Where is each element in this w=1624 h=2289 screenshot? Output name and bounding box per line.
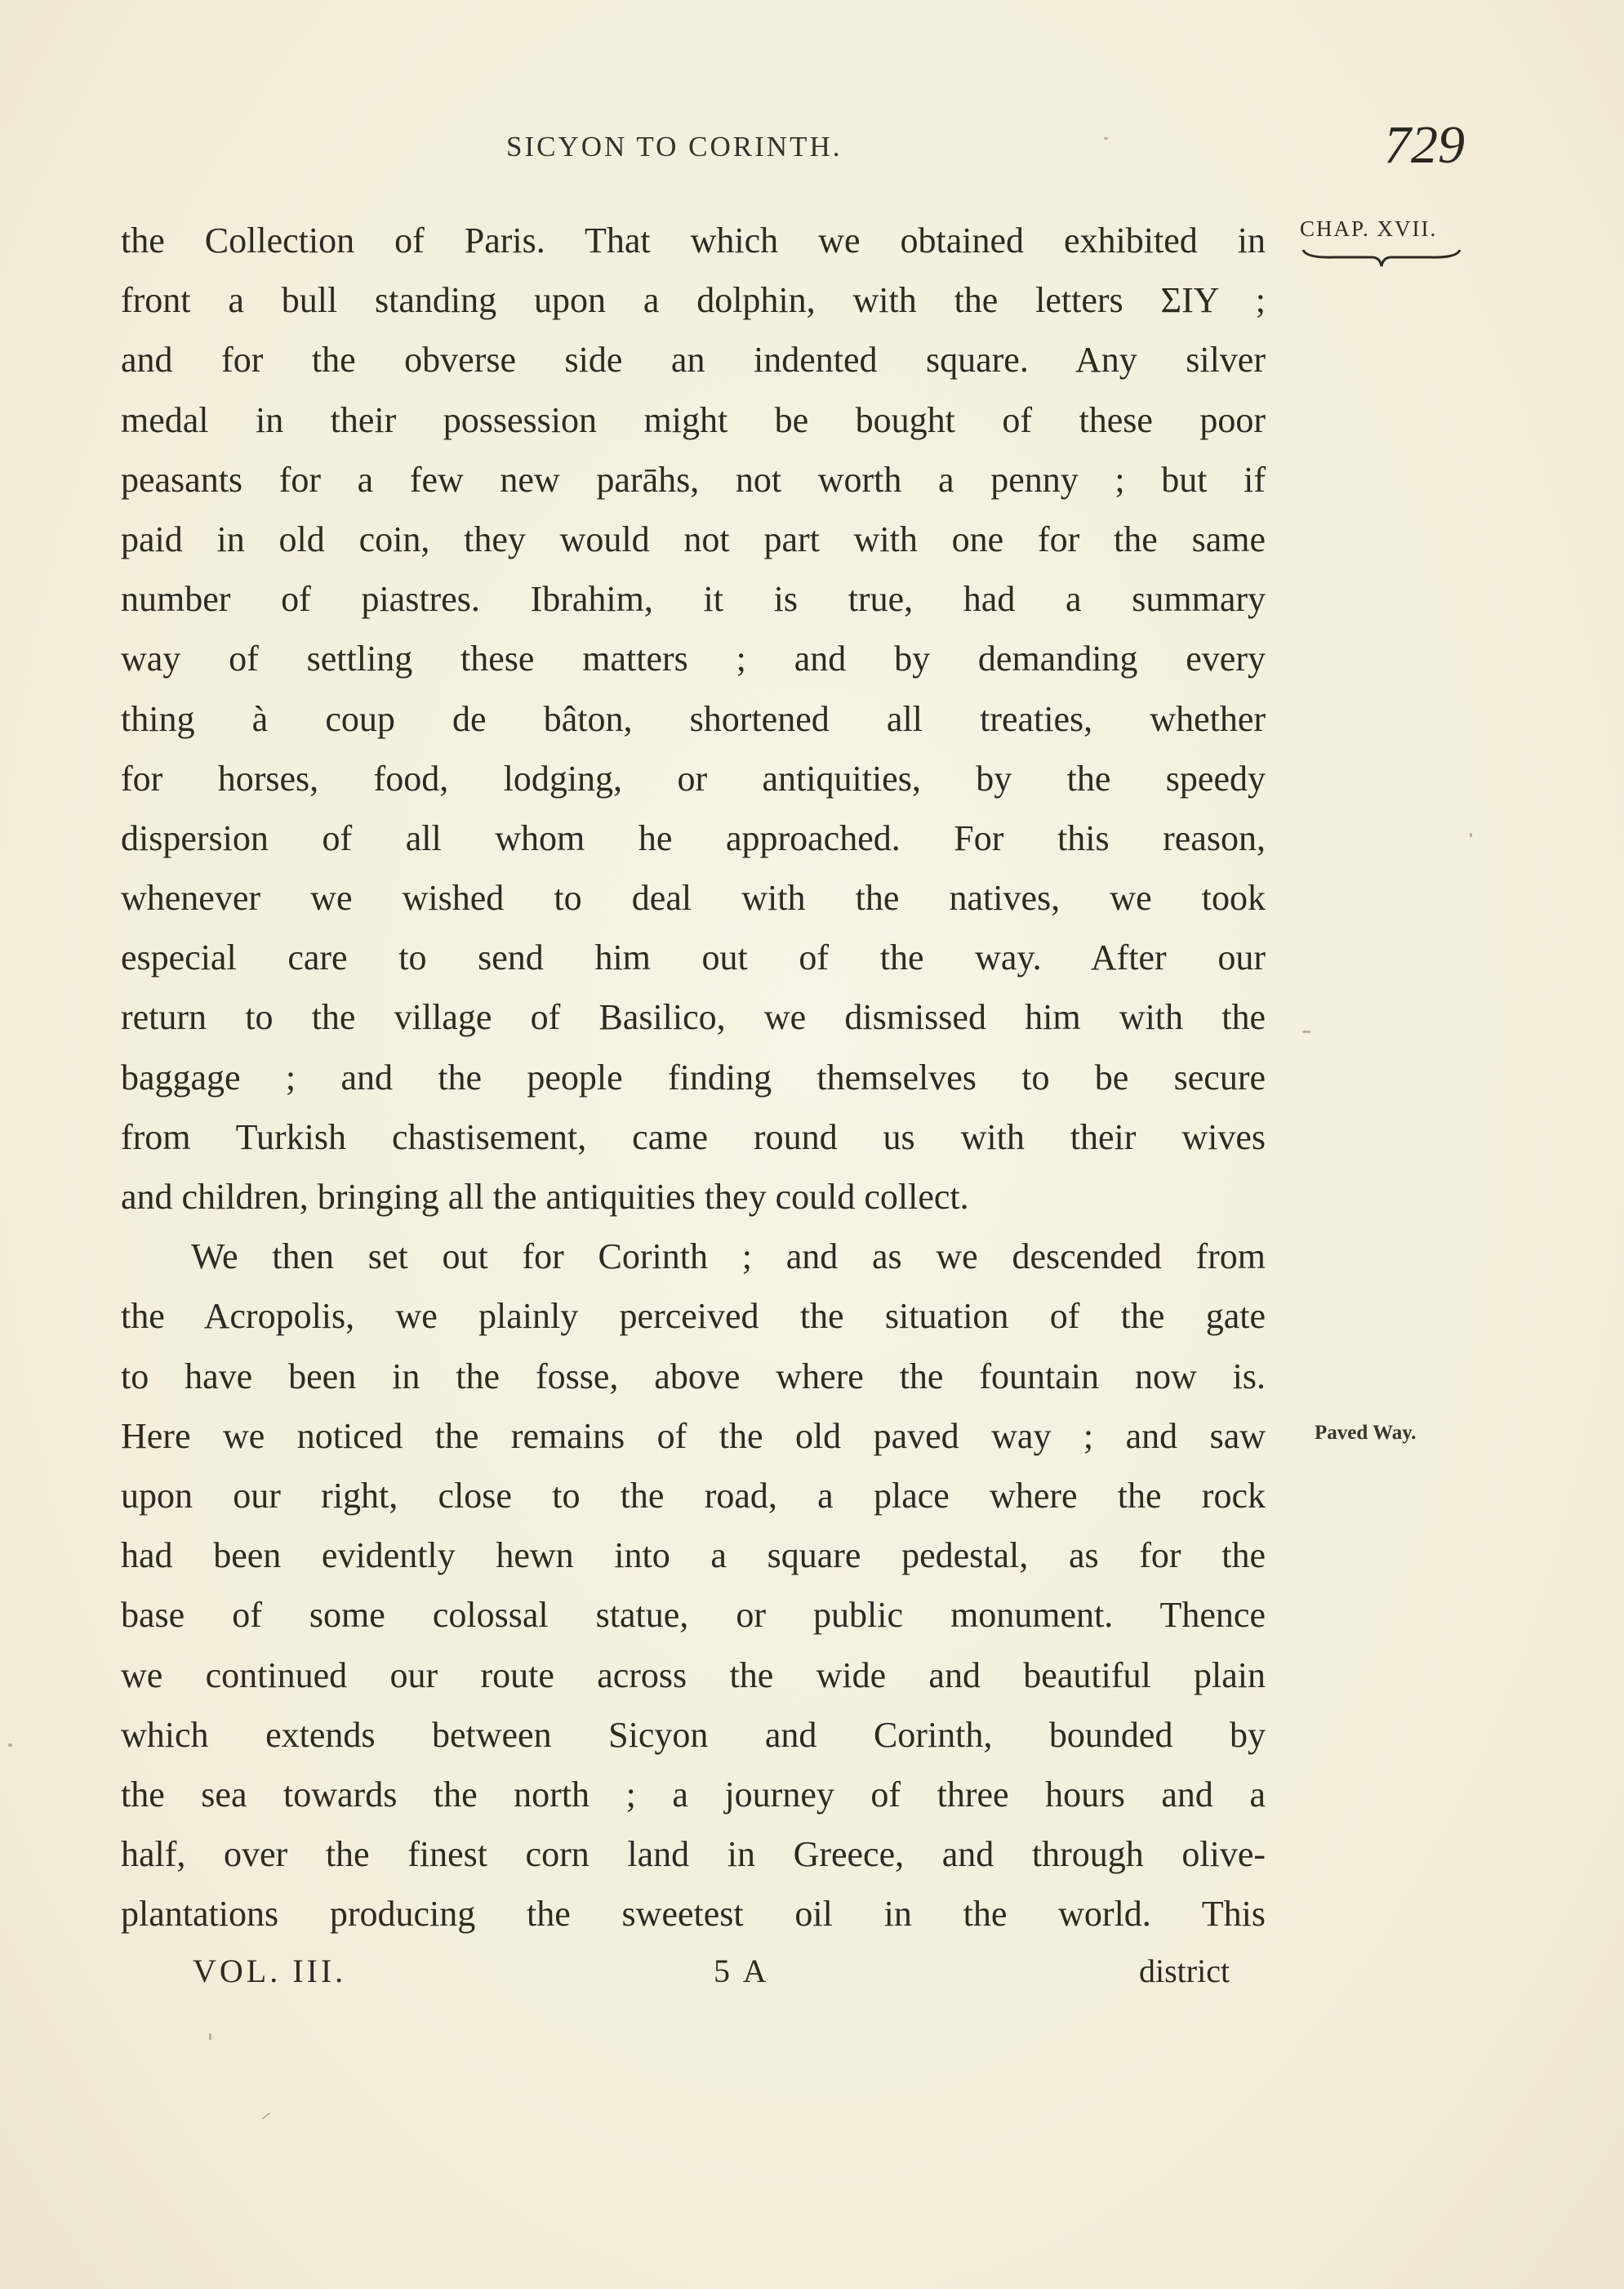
- text-line: the Acropolis, we plainly perceived the situation of the gate: [121, 1296, 1266, 1337]
- text-line: from Turkish chastisement, came round us with their wives: [121, 1116, 1266, 1157]
- text-line: upon our right, close to the road, a place where the rock: [121, 1475, 1266, 1516]
- footer-signature-mark: 5 A: [714, 1953, 770, 1989]
- text-line: plantations producing the sweetest oil in the world. This: [121, 1894, 1266, 1935]
- paper-speck: [1470, 833, 1472, 837]
- paper-speck: [8, 1743, 12, 1747]
- text-line: return to the village of Basilico, we dismissed him with the: [121, 997, 1266, 1038]
- chapter-label: CHAP. XVII.: [1300, 216, 1438, 241]
- text-line: the sea towards the north ; a journey of three hours and a: [121, 1774, 1266, 1815]
- text-line: which extends between Sicyon and Corinth, bounded by: [121, 1714, 1266, 1755]
- text-line: thing à coup de bâton, shortened all treaties, whether: [121, 698, 1266, 739]
- text-line: number of piastres. Ibrahim, it is true, had a summary: [121, 579, 1266, 620]
- text-line: dispersion of all whom he approached. For this reason,: [121, 817, 1266, 858]
- text-line: We then set out for Corinth ; and as we descended from: [191, 1236, 1266, 1277]
- text-line: we continued our route across the wide and beautiful plain: [121, 1654, 1266, 1695]
- text-line: way of settling these matters ; and by demanding every: [121, 639, 1266, 679]
- text-line: to have been in the fosse, above where the fountain now is.: [121, 1356, 1266, 1396]
- paper-speck: [1302, 1031, 1310, 1033]
- text-line: half, over the finest corn land in Greece, and through olive-: [121, 1834, 1266, 1875]
- text-line: and children, bringing all the antiquities they could collect.: [121, 1177, 969, 1217]
- paper-speck: [209, 2033, 211, 2040]
- footer-catchword: district: [1139, 1953, 1230, 1989]
- text-line: for horses, food, lodging, or antiquities, by the speedy: [121, 758, 1266, 799]
- text-line: baggage ; and the people finding themselves to be secure: [121, 1057, 1266, 1098]
- running-title: SICYON TO CORINTH.: [506, 131, 843, 163]
- text-line: base of some colossal statue, or public monument. Thence: [121, 1595, 1266, 1636]
- text-line: Here we noticed the remains of the old paved way ; and saw: [121, 1415, 1266, 1456]
- text-line: whenever we wished to deal with the natives, we took: [121, 878, 1266, 919]
- margin-note-paved-way: Paved Way.: [1315, 1422, 1417, 1444]
- page-number: 729: [1384, 115, 1465, 175]
- paper-speck: [1104, 137, 1108, 140]
- chapter-brace-ornament: [1300, 245, 1463, 269]
- footer-volume: VOL. III.: [193, 1953, 347, 1989]
- text-line: especial care to send him out of the way. After our: [121, 937, 1266, 978]
- text-line: peasants for a few new parāhs, not worth a penny ; but if: [121, 459, 1266, 500]
- text-line: the Collection of Paris. That which we obtained exhibited in: [121, 220, 1266, 261]
- body-text: [121, 211, 1266, 1944]
- text-line: paid in old coin, they would not part with one for the same: [121, 519, 1266, 559]
- text-line: and for the obverse side an indented square. Any silver: [121, 340, 1266, 381]
- text-line: front a bull standing upon a dolphin, with the letters ΣΙΥ ;: [121, 280, 1266, 321]
- text-line: medal in their possession might be bought of these poor: [121, 399, 1266, 440]
- text-line: had been evidently hewn into a square pedestal, as for the: [121, 1535, 1266, 1576]
